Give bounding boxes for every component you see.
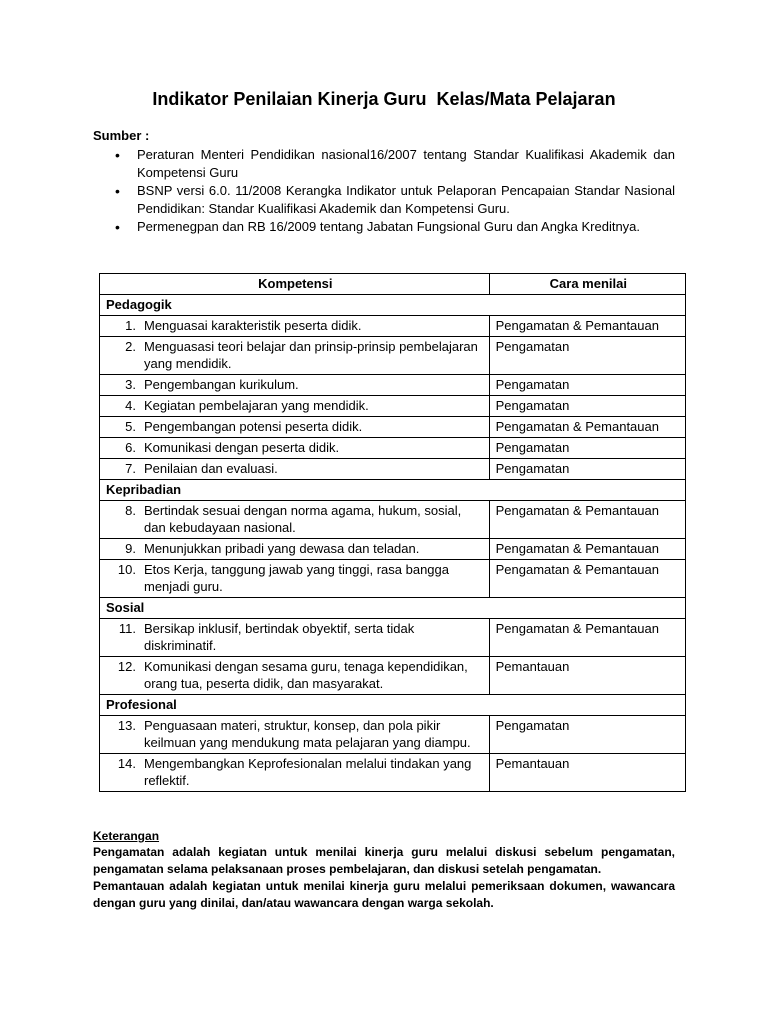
bullet-icon: • — [115, 183, 120, 199]
item-number: 4. — [125, 398, 136, 413]
kompetensi-cell — [100, 438, 490, 459]
kompetensi-item — [106, 717, 485, 751]
item-text: Pengembangan kurikulum. — [144, 377, 299, 392]
kompetensi-cell — [100, 316, 490, 337]
table-row — [100, 396, 686, 417]
kompetensi-cell — [100, 459, 490, 480]
item-number: 14. — [117, 756, 136, 771]
kompetensi-cell — [100, 619, 490, 657]
section-row — [100, 295, 686, 316]
sumber-label: Sumber : — [93, 128, 150, 143]
item-text: Penilaian dan evaluasi. — [144, 461, 278, 476]
item-text: Bersikap inklusif, bertindak obyektif, serta tidak diskriminatif. — [144, 621, 415, 653]
kompetensi-cell — [100, 396, 490, 417]
cara-menilai-cell: Pengamatan & Pemantauan — [489, 619, 685, 657]
table-row — [100, 438, 686, 459]
kompetensi-item — [106, 317, 485, 334]
competency-table — [99, 273, 686, 792]
section-row — [100, 598, 686, 619]
table-row — [100, 501, 686, 539]
item-number: 3. — [125, 377, 136, 392]
cara-menilai-cell: Pengamatan — [489, 459, 685, 480]
table-row — [100, 657, 686, 695]
kompetensi-item — [106, 376, 485, 393]
item-text: Kegiatan pembelajaran yang mendidik. — [144, 398, 369, 413]
cara-menilai-cell: Pengamatan & Pemantauan — [489, 417, 685, 438]
kompetensi-cell — [100, 716, 490, 754]
item-number: 13. — [117, 718, 136, 733]
item-text: Bertindak sesuai dengan norma agama, hukum, sosial, dan kebudayaan nasional. — [144, 503, 462, 535]
item-text: Etos Kerja, tanggung jawab yang tinggi, rasa bangga menjadi guru. — [144, 562, 449, 594]
keterangan-paragraph: Pemantauan adalah kegiatan untuk menilai kinerja guru melalui pemeriksaan dokumen, wawancara dengan guru yang dinilai, dan/atau wawancara dengan warga sekolah. — [93, 879, 675, 910]
kompetensi-item — [106, 540, 485, 557]
cara-menilai-cell: Pengamatan — [489, 396, 685, 417]
section-title: Sosial — [100, 598, 686, 619]
cara-menilai-cell: Pengamatan — [489, 438, 685, 459]
kompetensi-cell — [100, 337, 490, 375]
table-row — [100, 417, 686, 438]
bullet-icon: • — [115, 147, 120, 163]
source-text: Permenegpan dan RB 16/2009 tentang Jabatan Fungsional Guru dan Angka Kreditnya. — [137, 219, 641, 234]
item-text: Menguasai karakteristik peserta didik. — [144, 318, 362, 333]
kompetensi-cell — [100, 417, 490, 438]
item-number: 8. — [125, 503, 136, 518]
kompetensi-item — [106, 439, 485, 456]
section-title: Profesional — [100, 695, 686, 716]
table-row — [100, 560, 686, 598]
sources-list — [93, 146, 675, 236]
table-row — [100, 375, 686, 396]
table-row — [100, 716, 686, 754]
item-text: Menunjukkan pribadi yang dewasa dan teladan. — [144, 541, 420, 556]
section-title: Pedagogik — [100, 295, 686, 316]
page-title: Indikator Penilaian Kinerja Guru Kelas/Mata Pelajaran — [152, 89, 616, 109]
bullet-icon: • — [115, 219, 120, 235]
kompetensi-item — [106, 658, 485, 692]
kompetensi-cell — [100, 539, 490, 560]
source-item — [93, 146, 675, 182]
kompetensi-item — [106, 397, 485, 414]
kompetensi-item — [106, 338, 485, 372]
table-row — [100, 316, 686, 337]
kompetensi-cell — [100, 501, 490, 539]
keterangan-section — [93, 829, 675, 912]
item-text: Komunikasi dengan sesama guru, tenaga kependidikan, orang tua, peserta didik, dan masyarakat. — [144, 659, 468, 691]
source-text: BSNP versi 6.0. 11/2008 Kerangka Indikator untuk Pelaporan Pencapaian Standar Nasional Pendidikan: Standar Kualifikasi Akademik dan Kompetensi Guru. — [137, 183, 675, 216]
kompetensi-item — [106, 755, 485, 789]
kompetensi-item — [106, 620, 485, 654]
kompetensi-cell — [100, 657, 490, 695]
cara-menilai-cell: Pengamatan & Pemantauan — [489, 501, 685, 539]
keterangan-paragraph: Pengamatan adalah kegiatan untuk menilai kinerja guru melalui diskusi sebelum pengamatan, pengamatan selama pelaksanaan proses pembelajaran, dan diskusi setelah pengamatan. — [93, 845, 675, 876]
table-row — [100, 754, 686, 792]
cara-menilai-cell: Pengamatan & Pemantauan — [489, 316, 685, 337]
table-row — [100, 337, 686, 375]
item-text: Pengembangan potensi peserta didik. — [144, 419, 363, 434]
source-text: Peraturan Menteri Pendidikan nasional16/2007 tentang Standar Kualifikasi Akademik dan Kompetensi Guru — [137, 147, 675, 180]
section-title: Kepribadian — [100, 480, 686, 501]
keterangan-title: Keterangan — [93, 829, 160, 843]
table-header-row — [100, 274, 686, 295]
item-text: Menguasasi teori belajar dan prinsip-prinsip pembelajaran yang mendidik. — [144, 339, 478, 371]
kompetensi-cell — [100, 560, 490, 598]
cara-menilai-cell: Pengamatan & Pemantauan — [489, 560, 685, 598]
kompetensi-cell — [100, 754, 490, 792]
item-number: 2. — [125, 339, 136, 354]
item-number: 12. — [117, 659, 136, 674]
cara-menilai-cell: Pengamatan & Pemantauan — [489, 539, 685, 560]
header-kompetensi: Kompetensi — [100, 274, 490, 295]
item-number: 10. — [117, 562, 136, 577]
cara-menilai-cell: Pemantauan — [489, 657, 685, 695]
cara-menilai-cell: Pengamatan — [489, 716, 685, 754]
item-number: 9. — [125, 541, 136, 556]
cara-menilai-cell: Pengamatan — [489, 337, 685, 375]
table-body — [100, 295, 686, 792]
item-number: 1. — [125, 318, 136, 333]
kompetensi-item — [106, 502, 485, 536]
item-text: Penguasaan materi, struktur, konsep, dan pola pikir keilmuan yang mendukung mata pelajaran yang diampu. — [144, 718, 471, 750]
item-number: 5. — [125, 419, 136, 434]
item-text: Mengembangkan Keprofesionalan melalui tindakan yang reflektif. — [144, 756, 472, 788]
cara-menilai-cell: Pengamatan — [489, 375, 685, 396]
table-row — [100, 459, 686, 480]
section-row — [100, 695, 686, 716]
source-item — [93, 218, 675, 236]
kompetensi-item — [106, 561, 485, 595]
kompetensi-item — [106, 460, 485, 477]
item-number: 7. — [125, 461, 136, 476]
table-row — [100, 539, 686, 560]
source-item — [93, 182, 675, 218]
item-text: Komunikasi dengan peserta didik. — [144, 440, 340, 455]
table-row — [100, 619, 686, 657]
header-cara-menilai: Cara menilai — [489, 274, 685, 295]
kompetensi-item — [106, 418, 485, 435]
item-number: 6. — [125, 440, 136, 455]
section-row — [100, 480, 686, 501]
cara-menilai-cell: Pemantauan — [489, 754, 685, 792]
kompetensi-cell — [100, 375, 490, 396]
item-number: 11. — [118, 621, 136, 636]
